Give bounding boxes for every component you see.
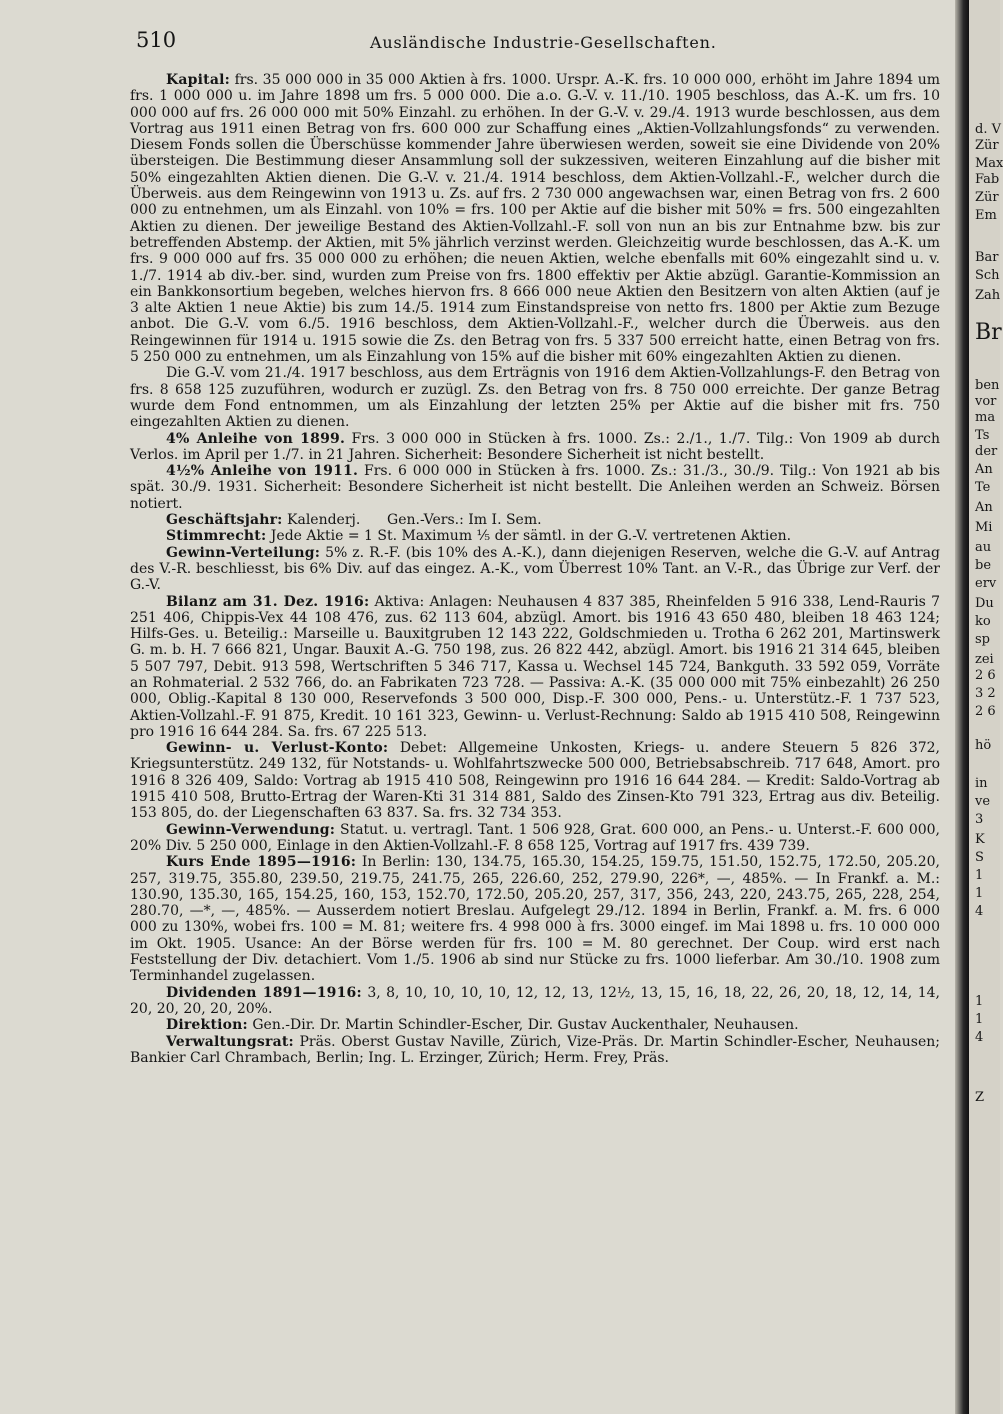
section-heading: Bilanz am 31. Dez. 1916: bbox=[166, 593, 370, 610]
paragraph-kapital bbox=[130, 72, 940, 365]
paragraph-text: Kalenderj. Gen.-Vers.: Im I. Sem. bbox=[282, 512, 542, 529]
paragraph-text: Frs. 3 000 000 in Stücken à frs. 1000. Zs.: 2./1., 1./7. Tilg.: Von 1909 ab durch Verlos. im April per 1./7. in 21 Jahren. Sicherheit: Besondere Sicherheit ist nicht bestellt. bbox=[130, 430, 941, 463]
section-heading: Gewinn- u. Verlust-Konto: bbox=[166, 740, 389, 757]
adjacent-page-fragment: zei bbox=[975, 652, 994, 667]
adjacent-page-fragment: be bbox=[975, 558, 992, 573]
section-heading: Gewinn-Verteilung: bbox=[166, 544, 321, 561]
adjacent-page-fragment: 2 6 bbox=[975, 704, 996, 719]
adjacent-page-fragment: in bbox=[975, 776, 988, 791]
adjacent-page-fragment: K bbox=[975, 832, 985, 847]
adjacent-page-fragment: erv bbox=[975, 576, 997, 591]
adjacent-page-fragment: 2 6 bbox=[975, 668, 996, 683]
adjacent-page-fragment: 3 2 bbox=[975, 686, 996, 701]
section-heading: Gewinn-Verwendung: bbox=[166, 821, 336, 838]
adjacent-page-fragment: d. V bbox=[975, 122, 1001, 137]
paragraph-text: Aktiva: Anlagen: Neuhausen 4 837 385, Rheinfelden 5 916 338, Lend-Rauris 7 251 406, Chippis-Vex 44 108 476, zus. 62 113 604, abzügl. Amort. bis 1916 43 650 480, bleiben 18 463 124; Hilfs-Ges. u. Beteilig.: Marseille u. Bauxitgruben 12 143 222, Goldschmieden u. Trotha 6 262 201, Martinswerk G. m. b. H. 7 666 821, Ungar. Bauxit A.-G. 750 198, zus. 26 822 442, abzügl. Amort. bis 1916 21 314 645, bleiben 5 507 797, Debit. 913 598, Wertschriften 5 346 717, Kassa u. Wechsel 145 724, Bankguth. 33 592 059, Vorräte an Rohmaterial. 2 532 766, do. an Fabrikaten 723 728. — Passiva: A.-K. (35 000 000 mit 75% einbezahlt) 26 250 000, Oblig.-Kapital 8 130 000, Reservefonds 3 500 000, Disp.-F. 300 000, Pens.- u. Unterstütz.-F. 1 737 523, Aktien-Vollzahl.-F. 91 875, Kredit. 10 161 323, Gewinn- u. Verlust-Rechnung: Saldo ab 1915 410 508, Reingewinn pro 1916 16 644 284. Sa. frs. 67 225 513. bbox=[130, 593, 940, 740]
adjacent-page-fragment: Z bbox=[975, 1090, 985, 1105]
adjacent-page-fragment: Zür bbox=[975, 190, 999, 205]
paragraph-text: 3, 8, 10, 10, 10, 10, 12, 12, 13, 12½, 13, 15, 16, 18, 22, 26, 20, 18, 12, 14, 14, 20, 20, 20, 20, 20%. bbox=[130, 984, 940, 1017]
adjacent-page-fragment: Max bbox=[975, 156, 1003, 171]
paragraph-stimmrecht bbox=[130, 528, 940, 544]
section-heading: Stimmrecht: bbox=[166, 528, 267, 545]
page-header bbox=[0, 28, 960, 54]
adjacent-page-fragment: Em bbox=[975, 208, 997, 223]
book-gutter bbox=[955, 0, 969, 1414]
adjacent-page-fragment: 1 bbox=[975, 1012, 984, 1027]
adjacent-page-fragment: der bbox=[975, 444, 998, 459]
adjacent-page-fragment: Zah bbox=[975, 288, 1001, 303]
article-body bbox=[130, 72, 940, 1066]
paragraph-text: In Berlin: 130, 134.75, 165.30, 154.25, 159.75, 151.50, 152.75, 172.50, 205.20, 257, 319.75, 355.80, 239.50, 219.75, 241.75, 265, 226.60, 252, 279.90, 226*, —, 485%. — In Frankf. a. M.: 130.90, 135.30, 165, 154.25, 160, 153, 152.70, 172.50, 205.20, 257, 317, 356, 243, 220, 243.75, 265, 228, 254, 280.70, —*, —, 485%. — Ausserdem notiert Breslau. Aufgelegt 29./12. 1894 in Berlin, Frankf. a. M. frs. 6 000 000 zu 130%, wobei frs. 100 = M. 81; weitere frs. 4 998 000 à frs. 3000 eingef. im Mai 1898 u. frs. 10 000 000 im Okt. 1905. Usance: An der Börse werden für frs. 100 = M. 80 gerechnet. Der Coup. wird erst nach Feststellung der Div. detachiert. Vom 1./5. 1906 ab sind nur Stücke zu frs. 1000 lieferbar. Am 30./10. 1908 zum Terminhandel zugelassen. bbox=[130, 854, 940, 985]
paragraph-text: 5% z. R.-F. (bis 10% des A.-K.), dann diejenigen Reserven, welche die G.-V. auf Antrag des V.-R. beschliesst, bis 6% Div. auf das eingez. A.-K., vom Überrest 10% Tant. an V.-R., das Übrige zur Verf. der G.-V. bbox=[130, 544, 940, 594]
paragraph-bilanz bbox=[130, 594, 940, 741]
adjacent-page-fragment: Mi bbox=[975, 520, 993, 535]
paragraph-text: Gen.-Dir. Dr. Martin Schindler-Escher, Dir. Gustav Auckenthaler, Neuhausen. bbox=[247, 1017, 799, 1034]
paragraph-gewinn-verteilung bbox=[130, 545, 940, 594]
adjacent-page-fragment: 1 bbox=[975, 994, 984, 1009]
adjacent-page-fragment: 1 bbox=[975, 868, 984, 883]
adjacent-page-fragment: Du bbox=[975, 596, 994, 611]
adjacent-page-fragment: 1 bbox=[975, 886, 984, 901]
adjacent-page-fragment: ma bbox=[975, 410, 996, 425]
paragraph-geschaeftsjahr bbox=[130, 512, 940, 528]
adjacent-page-fragment: Sch bbox=[975, 268, 1000, 283]
adjacent-page-fragment: Zür bbox=[975, 138, 999, 153]
adjacent-page-fragment: Bar bbox=[975, 250, 999, 265]
section-heading: Kapital: bbox=[166, 72, 230, 88]
paragraph-kurs bbox=[130, 854, 940, 984]
paragraph-text: Die G.-V. vom 21./4. 1917 beschloss, aus dem Erträgnis von 1916 dem Aktien-Vollzahlungs-F. den Betrag von frs. 8 658 125 zuzuführen, wodurch er zuzügl. Zs. den Betrag von frs. 8 750 000 erreichte. Der ganze Betrag wurde dem Fond entnommen, um als Einzahlung der letzten 25% per Aktie auf die bisher mit frs. 750 eingezahlten Aktien zu dienen. bbox=[130, 365, 940, 431]
adjacent-page-fragment: sp bbox=[975, 632, 990, 647]
adjacent-page-fragment: 4 bbox=[975, 1030, 984, 1045]
section-heading: Verwaltungsrat: bbox=[166, 1033, 294, 1050]
adjacent-page-fragment: 3 bbox=[975, 812, 984, 827]
running-title: Ausländische Industrie-Gesellschaften. bbox=[370, 33, 717, 52]
adjacent-page-fragment: Fab bbox=[975, 172, 1000, 187]
section-heading: Geschäftsjahr: bbox=[166, 512, 283, 529]
paragraph-verwaltungsrat bbox=[130, 1034, 940, 1067]
adjacent-page-fragment: An bbox=[975, 500, 993, 515]
paragraph-anleihe-1911 bbox=[130, 463, 940, 512]
paragraph-direktion bbox=[130, 1017, 940, 1033]
adjacent-page-fragment: vor bbox=[975, 394, 997, 409]
section-heading: Dividenden 1891—1916: bbox=[166, 984, 362, 1001]
paragraph-text: Frs. 6 000 000 in Stücken à frs. 1000. Zs.: 31./3., 30./9. Tilg.: Von 1921 ab bis spät. 30./9. 1931. Sicherheit: Besondere Sicherheit ist nicht bestellt. Die Anleihen werden an Schweiz. Börsen notiert. bbox=[130, 463, 941, 512]
adjacent-page-fragment: S bbox=[975, 850, 984, 865]
adjacent-page-fragment: 4 bbox=[975, 904, 984, 919]
section-heading: Kurs Ende 1895—1916: bbox=[166, 854, 357, 871]
section-heading: Direktion: bbox=[166, 1017, 248, 1034]
paragraph-gewinn-verwendung bbox=[130, 822, 940, 855]
adjacent-page-fragment: Te bbox=[975, 480, 991, 495]
page-number: 510 bbox=[136, 28, 177, 52]
section-heading: 4½% Anleihe von 1911. bbox=[166, 463, 359, 480]
adjacent-page-fragment: ko bbox=[975, 614, 991, 629]
adjacent-page-fragment: Br bbox=[975, 320, 1002, 345]
adjacent-page-fragment: ve bbox=[975, 794, 991, 809]
adjacent-page-edge bbox=[969, 0, 1003, 1414]
paragraph-text: Debet: Allgemeine Unkosten, Kriegs- u. andere Steuern 5 826 372, Kriegsunterstütz. 249 132, für Notstands- u. Wohlfahrtszwecke 500 000, Betriebsabschreib. 717 648, Amort. pro 1916 8 326 409, Saldo: Vortrag ab 1915 410 508, Reingewinn pro 1916 16 644 284. — Kredit: Saldo-Vortrag ab 1915 410 508, Brutto-Ertrag der Waren-Kti 31 314 881, Saldo des Zinsen-Kto 791 323, Ertrag aus div. Beteilig. 153 805, do. der Liegenschaften 63 837. Sa. frs. 32 734 353. bbox=[130, 740, 940, 822]
paragraph-text: Jede Aktie = 1 St. Maximum ⅕ der sämtl. in der G.-V. vertretenen Aktien. bbox=[266, 528, 792, 545]
paragraph-text: Präs. Oberst Gustav Naville, Zürich, Vize-Präs. Dr. Martin Schindler-Escher, Neuhausen; Bankier Carl Chrambach, Berlin; Ing. L. Erzinger, Zürich; Herm. Frey, Präs. bbox=[130, 1033, 940, 1066]
paragraph-text: Statut. u. vertragl. Tant. 1 506 928, Grat. 600 000, an Pens.- u. Unterst.-F. 600 000, 20% Div. 5 250 000, Einlage in den Aktien-Vollzahl.-F. 8 658 125, Vortrag auf 1917 frs. 439 739. bbox=[130, 821, 940, 854]
adjacent-page-fragment: hö bbox=[975, 738, 992, 753]
paragraph-dividenden bbox=[130, 985, 940, 1018]
paragraph-gewinn-verlust bbox=[130, 740, 940, 821]
paragraph-text: frs. 35 000 000 in 35 000 Aktien à frs. 1000. Urspr. A.-K. frs. 10 000 000, erhöht im Jahre 1894 um frs. 1 000 000 u. im Jahre 1898 um frs. 5 000 000. Die a.o. G.-V. v. 11./10. 1905 beschloss, das A.-K. um frs. 10 000 000 auf frs. 26 000 000 mit 50% Einzahl. zu erhöhen. In der G.-V. v. 29./4. 1913 wurde beschlossen, aus dem Vortrag aus 1911 einen Betrag von frs. 600 000 zur Schaffung eines „Aktien-Vollzahlungsfonds“ zu verwenden. Diesem Fonds sollen die Überschüsse kommender Jahre überwiesen werden, soweit sie eine Dividende von 20% übersteigen. Die Bestimmung dieser Ansammlung soll der sukzessiven, weiteren Einzahlung auf die bisher mit 50% eingezahlten Aktien dienen. Die G.-V. v. 21./4. 1914 beschloss, dem Aktien-Vollzahl.-F., welcher durch die Überweis. aus dem Reingewinn von 1913 u. Zs. auf frs. 2 730 000 angewachsen war, einen Betrag von frs. 2 600 000 zu entnehmen, um als Einzahl. von 10% = frs. 100 per Aktie auf die bisher mit 50% = frs. 500 eingezahlten Aktien zu dienen. Der jeweilige Bestand des Aktien-Vollzahl.-F. soll von nun an bis zur Entnahme bzw. bis zur betreffenden Abstemp. der Aktien, mit 5% jährlich verzinst werden. Gleichzeitig wurde beschlossen, das A.-K. um frs. 9 000 000 auf frs. 35 000 000 zu erhöhen; die neuen Aktien, welche ebenfalls mit 60% eingezahlt sind u. v. 1./7. 1914 ab div.-ber. sind, wurden zum Preise von frs. 1800 effektiv per Aktie abzügl. Garantie-Kommission an ein Bankkonsortium begeben, welches hiervon frs. 8 666 000 neue Aktien den Besitzern von alten Aktien (auf je 3 alte Aktien 1 neue Aktie) bis zum 14./5. 1914 zum Einstandspreise von netto frs. 1800 per Aktie zum Bezuge anbot. Die G.-V. vom 6./5. 1916 beschloss, dem Aktien-Vollzahl.-F., welcher durch die Überweis. aus den Reingewinnen für 1914 u. 1915 sowie die Zs. den Betrag von frs. 5 337 500 erreicht hatte, einen Betrag von frs. 5 250 000 zu entnehmen, um als Einzahlung von 15% auf die bisher mit 60% eingezahlten Aktien zu dienen. bbox=[130, 72, 940, 366]
adjacent-page-fragment: An bbox=[975, 462, 993, 477]
paragraph-anleihe-1899 bbox=[130, 431, 940, 464]
adjacent-page-fragment: au bbox=[975, 540, 992, 555]
paragraph-gv-1917 bbox=[130, 365, 940, 430]
section-heading: 4% Anleihe von 1899. bbox=[166, 430, 346, 447]
adjacent-page-fragment: ben bbox=[975, 378, 1000, 393]
adjacent-page-fragment: Ts bbox=[975, 428, 990, 443]
